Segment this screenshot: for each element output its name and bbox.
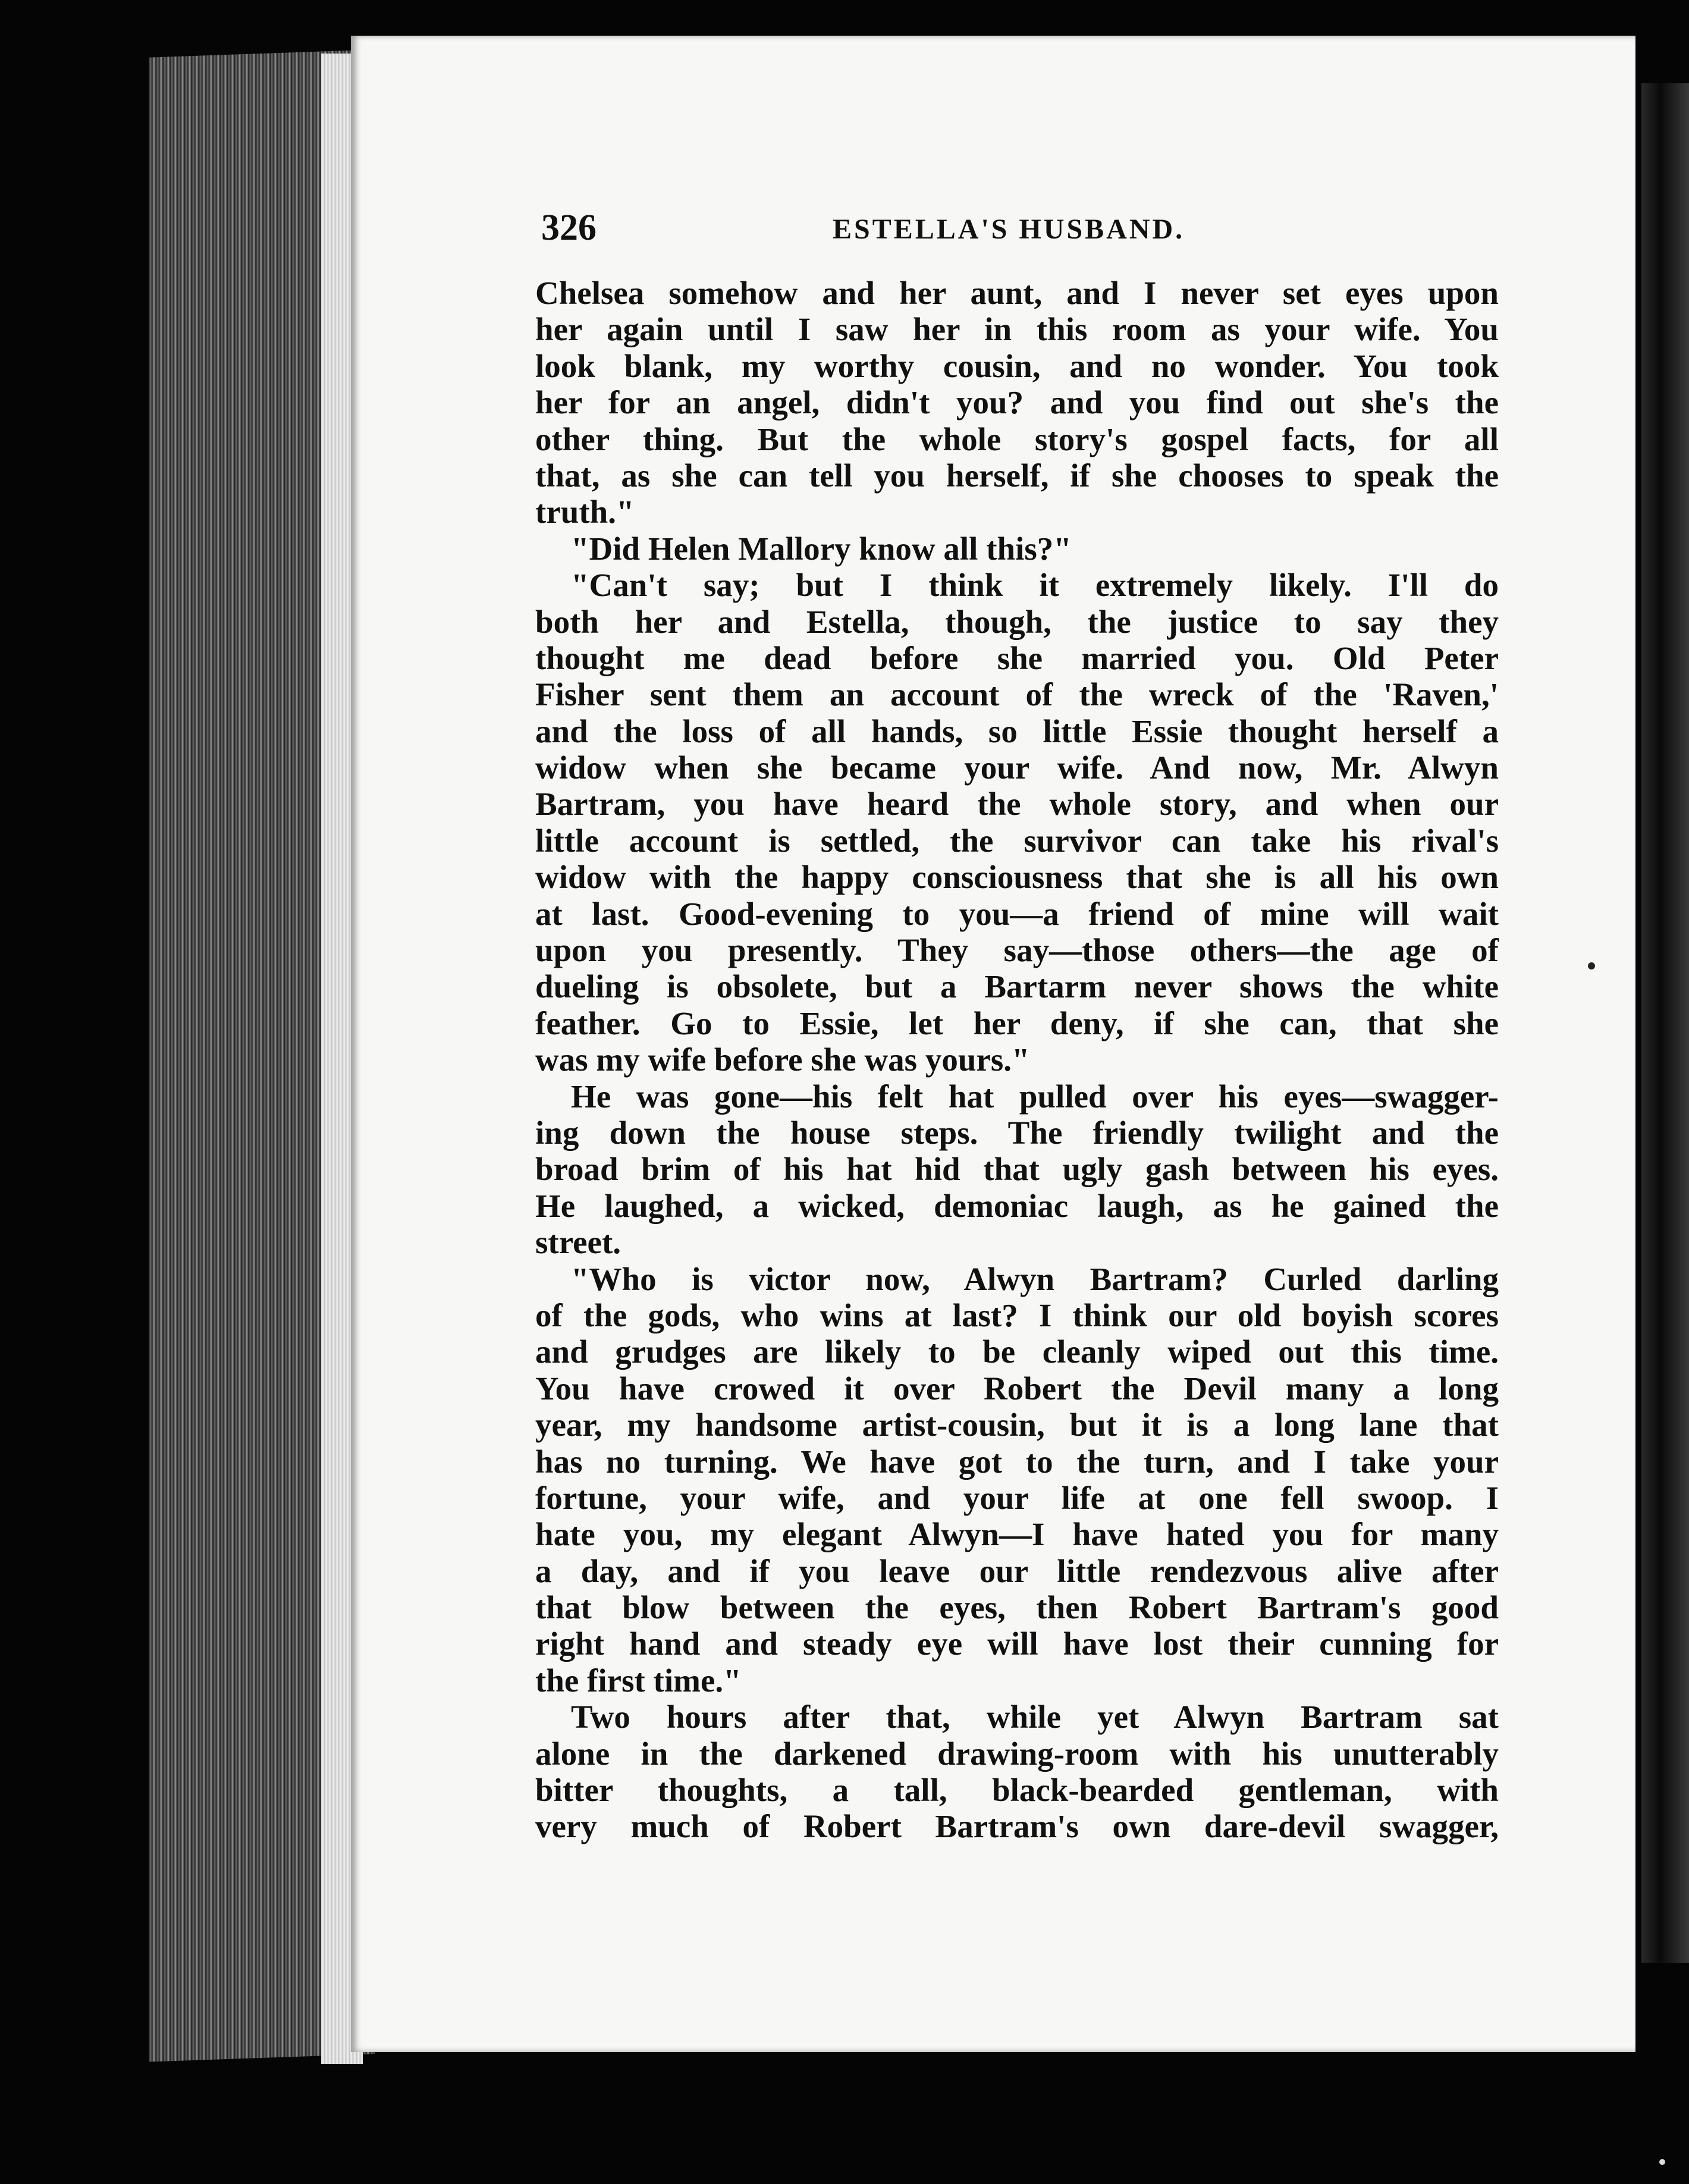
ink-speck — [1588, 962, 1595, 969]
text-line: Two hours after that, while yet Alwyn Bartram sat — [571, 1699, 1499, 1736]
text-line: look blank, my worthy cousin, and no wonder. You took — [535, 347, 1499, 384]
text-line: the first time." — [535, 1662, 742, 1699]
text-line: fortune, your wife, and your life at one fell swoop. I — [535, 1479, 1499, 1516]
text-line: truth." — [535, 494, 635, 531]
text-line: and grudges are likely to be cleanly wiped out this time. — [535, 1333, 1499, 1370]
scan-speck — [1659, 2159, 1665, 2165]
text-line: has no turning. We have got to the turn, and I take your — [535, 1443, 1499, 1480]
text-line: right hand and steady eye will have lost their cunning for — [535, 1626, 1499, 1662]
text-line: other thing. But the whole story's gospel facts, for all — [535, 421, 1499, 457]
text-line: that, as she can tell you herself, if she chooses to speak the — [535, 457, 1499, 494]
text-line: widow with the happy consciousness that she is all his own — [535, 859, 1499, 896]
text-line: ing down the house steps. The friendly twilight and the — [535, 1114, 1499, 1151]
text-line: little account is settled, the survivor can take his rival's — [535, 822, 1499, 859]
text-line: street. — [535, 1224, 621, 1261]
text-line: He laughed, a wicked, demoniac laugh, as he gained the — [535, 1187, 1499, 1224]
text-line: alone in the darkened drawing-room with his unutterably — [535, 1735, 1499, 1772]
text-line: broad brim of his hat hid that ugly gash between his eyes. — [535, 1151, 1499, 1188]
text-line: "Did Helen Mallory know all this?" — [571, 530, 1072, 567]
text-line: of the gods, who wins at last? I think our old boyish scores — [535, 1297, 1499, 1333]
text-line: Fisher sent them an account of the wreck of the 'Raven,' — [535, 676, 1499, 713]
text-line: dueling is obsolete, but a Bartarm never shows the white — [535, 968, 1499, 1005]
page-number: 326 — [541, 208, 597, 248]
text-line: You have crowed it over Robert the Devil many a long — [535, 1370, 1499, 1407]
text-line: was my wife before she was yours." — [535, 1041, 1030, 1078]
text-line: very much of Robert Bartram's own dare-devil swagger, — [535, 1808, 1499, 1845]
text-line: "Can't say; but I think it extremely likely. I'll do — [571, 567, 1499, 604]
text-line: that blow between the eyes, then Robert Bartram's good — [535, 1589, 1499, 1626]
text-line: "Who is victor now, Alwyn Bartram? Curled darling — [571, 1260, 1499, 1297]
text-line: at last. Good-evening to you—a friend of mine will wait — [535, 895, 1499, 932]
text-line: hate you, my elegant Alwyn—I have hated you for many — [535, 1516, 1499, 1553]
facing-page-edge — [1641, 83, 1689, 1963]
text-line: Bartram, you have heard the whole story, and when our — [535, 786, 1499, 823]
page-header — [541, 207, 1505, 255]
text-line: upon you presently. They say—those others—the age of — [535, 932, 1499, 969]
text-line: a day, and if you leave our little rendezvous alive after — [535, 1552, 1499, 1589]
text-line: her for an angel, didn't you? and you find out she's the — [535, 384, 1499, 421]
text-line: He was gone—his felt hat pulled over his eyes—swagger- — [571, 1078, 1499, 1115]
text-line: both her and Estella, though, the justice to say they — [535, 603, 1499, 640]
text-line: her again until I saw her in this room as your wife. You — [535, 311, 1499, 348]
text-line: and the loss of all hands, so little Essie thought herself a — [535, 713, 1499, 749]
text-line: Chelsea somehow and her aunt, and I never set eyes upon — [535, 275, 1499, 311]
text-line: feather. Go to Essie, let her deny, if she can, that she — [535, 1005, 1499, 1041]
text-line: year, my handsome artist-cousin, but it is a long lane that — [535, 1407, 1499, 1444]
body-text — [535, 275, 1499, 1845]
text-line: thought me dead before she married you. Old Peter — [535, 639, 1499, 676]
text-line: widow when she became your wife. And now, Mr. Alwyn — [535, 749, 1499, 786]
running-head: ESTELLA'S HUSBAND. — [833, 214, 1185, 245]
text-line: bitter thoughts, a tall, black-bearded gentleman, with — [535, 1772, 1499, 1809]
